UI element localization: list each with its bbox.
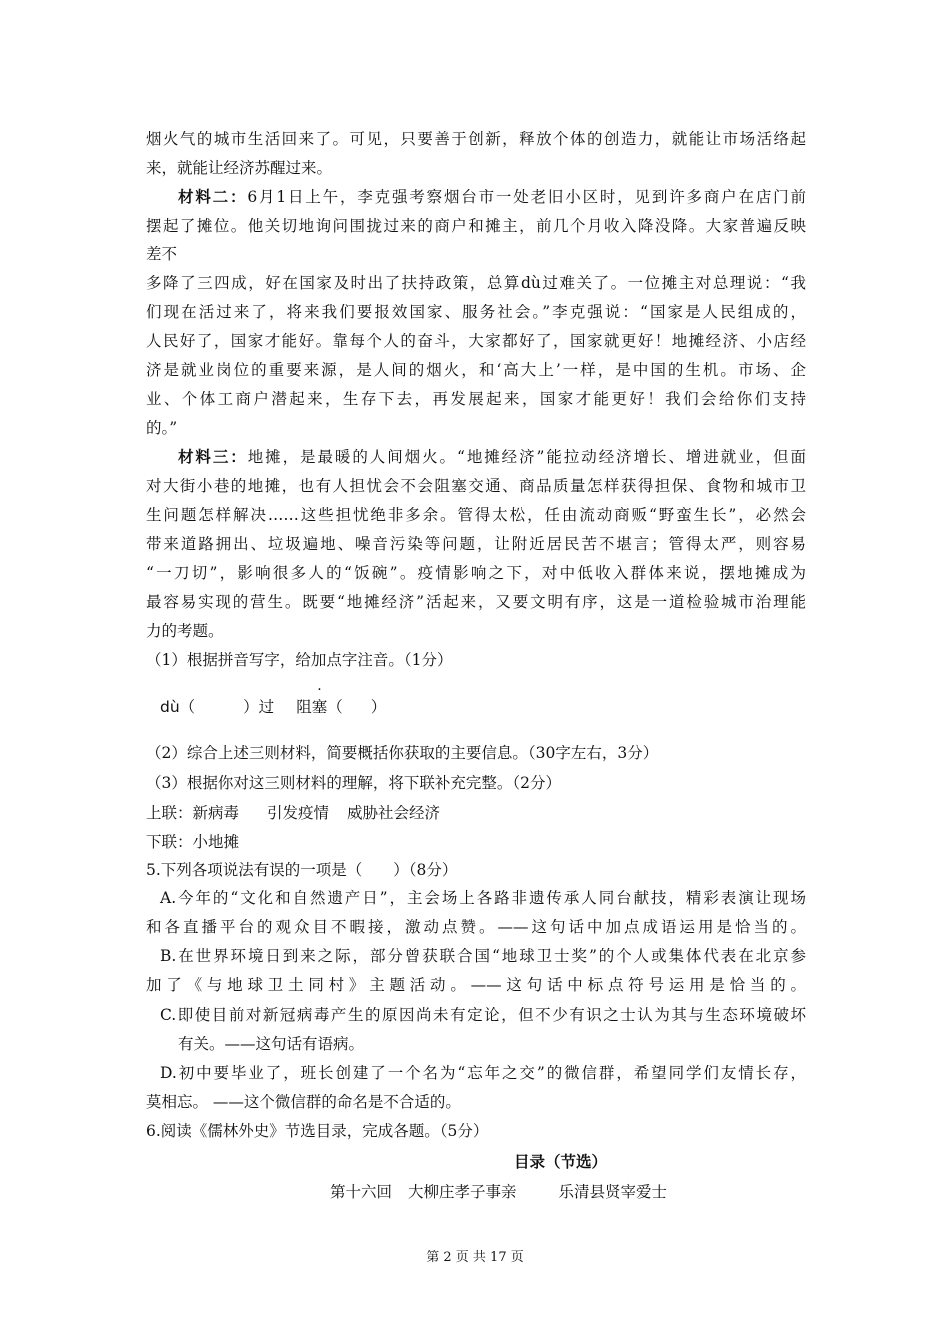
question-6: 6.阅读《儒林外史》节选目录，完成各题。（5分） [146, 1122, 489, 1140]
option-b-line: B.在世界环境日到来之际，部分曾获联合国“地球卫士奖”的个人或集体代表在北京参 [160, 947, 806, 965]
material-two-label: 材料二： [178, 187, 248, 206]
question-1: （1）根据拼音写字，给加点字注音。（1分） [146, 651, 453, 669]
material-three-line: 材料三：地摊，是最暖的人间烟火。“地摊经济”能拉动经济增长、增进就业，但面 [178, 447, 806, 466]
option-a-line: A.今年的“文化和自然遗产日”，主会场上各路非遗传承人同台献技，精彩表演让现场 [160, 889, 806, 907]
paragraph-line: 的。” [146, 419, 178, 437]
couplet-lower: 下联：小地摊 [146, 833, 240, 851]
paragraph-line: 带来道路拥出、垃圾遍地、噪音污染等问题，让附近居民苦不堪言；管得太严，则容易 [146, 535, 806, 553]
pinyin-du: dù（ [160, 698, 196, 716]
paragraph-line: 多降了三四成，好在国家及时出了扶持政策，总算dù过难关了。一位摊主对总理说：“我 [146, 274, 806, 292]
question-5: 5.下列各项说法有误的一项是（ ）（8分） [146, 861, 458, 879]
paragraph-line: 人民好了，国家才能好。靠每个人的奋斗，大家都好了，国家就更好！地摊经济、小店经 [146, 332, 806, 350]
paragraph-line: 业、个体工商户潜起来，生存下去，再发展起来，国家才能更好！我们会给你们支持 [146, 390, 806, 408]
paragraph-line: 差不 [146, 245, 178, 263]
paragraph-line: 生问题怎样解决……这些担忧绝非多余。管得太松，任由流动商贩“野蛮生长”，必然会 [146, 506, 806, 524]
paragraph-line: 摆起了摊位。他关切地询问围拢过来的商户和摊主，前几个月收入降没降。大家普遍反映 [146, 217, 806, 235]
paragraph-line: 最容易实现的营生。既要“地摊经济”活起来，又要文明有序，这是一道检验城市治理能 [146, 593, 806, 611]
paragraph-line: 来，就能让经济苏醒过来。 [146, 159, 333, 177]
question-2: （2）综合上述三则材料，简要概括你获取的主要信息。（30字左右，3分） [146, 744, 659, 762]
option-d-line: 莫相忘。 ——这个微信群的命名是不合适的。 [146, 1093, 461, 1111]
paragraph-line: 们现在活过来了，将来我们要报效国家、服务社会。”李克强说：“国家是人民组成的， [146, 303, 806, 321]
paragraph-line: 济是就业岗位的重要来源，是人间的烟火，和‘高大上’一样，是中国的生机。市场、企 [146, 361, 806, 379]
page-footer: 第 2 页 共 17 页 [426, 1250, 524, 1265]
option-a-line: 和各直播平台的观众目不暇接，激动点赞。——这句话中加点成语运用是恰当的。 [146, 918, 806, 936]
emphasis-dot: · [317, 682, 322, 698]
option-d-line: D.初中要毕业了，班长创建了一个名为“忘年之交”的微信群，希望同学们友情长存， [160, 1064, 806, 1082]
paragraph-line: 力的考题。 [146, 622, 224, 640]
material-three-label: 材料三： [178, 447, 248, 466]
question-3: （3）根据你对这三则材料的理解，将下联补充完整。（2分） [146, 774, 561, 792]
option-c-line: 有关。——这句话有语病。 [178, 1035, 365, 1053]
toc-entry: 第十六回 大柳庄孝子事亲 乐清县贤宰爱士 [330, 1183, 668, 1201]
option-b-line: 加了《与地球卫土同村》主题活动。——这句话中标点符号运用是恰当的。 [146, 976, 806, 994]
dotted-character: · 塞 [311, 682, 328, 716]
question-1-answer-line: dù（ ）过 阻 · 塞（ ） [160, 682, 387, 716]
toc-title: 目录（节选） [514, 1152, 608, 1171]
paragraph-line: 对大街小巷的地摊，也有人担忧会不会阻塞交通、商品质量怎样获得担保、食物和城市卫 [146, 477, 806, 495]
material-two-line: 材料二：6月1日上午，李克强考察烟台市一处老旧小区时，见到许多商户在店门前 [178, 187, 806, 206]
paragraph-line: 烟火气的城市生活回来了。可见，只要善于创新，释放个体的创造力，就能让市场活络起 [146, 130, 806, 148]
paragraph-line: “一刀切”，影响很多人的“饭碗”。疫情影响之下，对中低收入群体来说，摆地摊成为 [146, 564, 806, 582]
option-c-line: C.即使目前对新冠病毒产生的原因尚未有定论，但不少有识之士认为其与生态环境破坏 [160, 1006, 806, 1024]
couplet-upper: 上联：新病毒 引发疫情 威胁社会经济 [146, 804, 441, 822]
